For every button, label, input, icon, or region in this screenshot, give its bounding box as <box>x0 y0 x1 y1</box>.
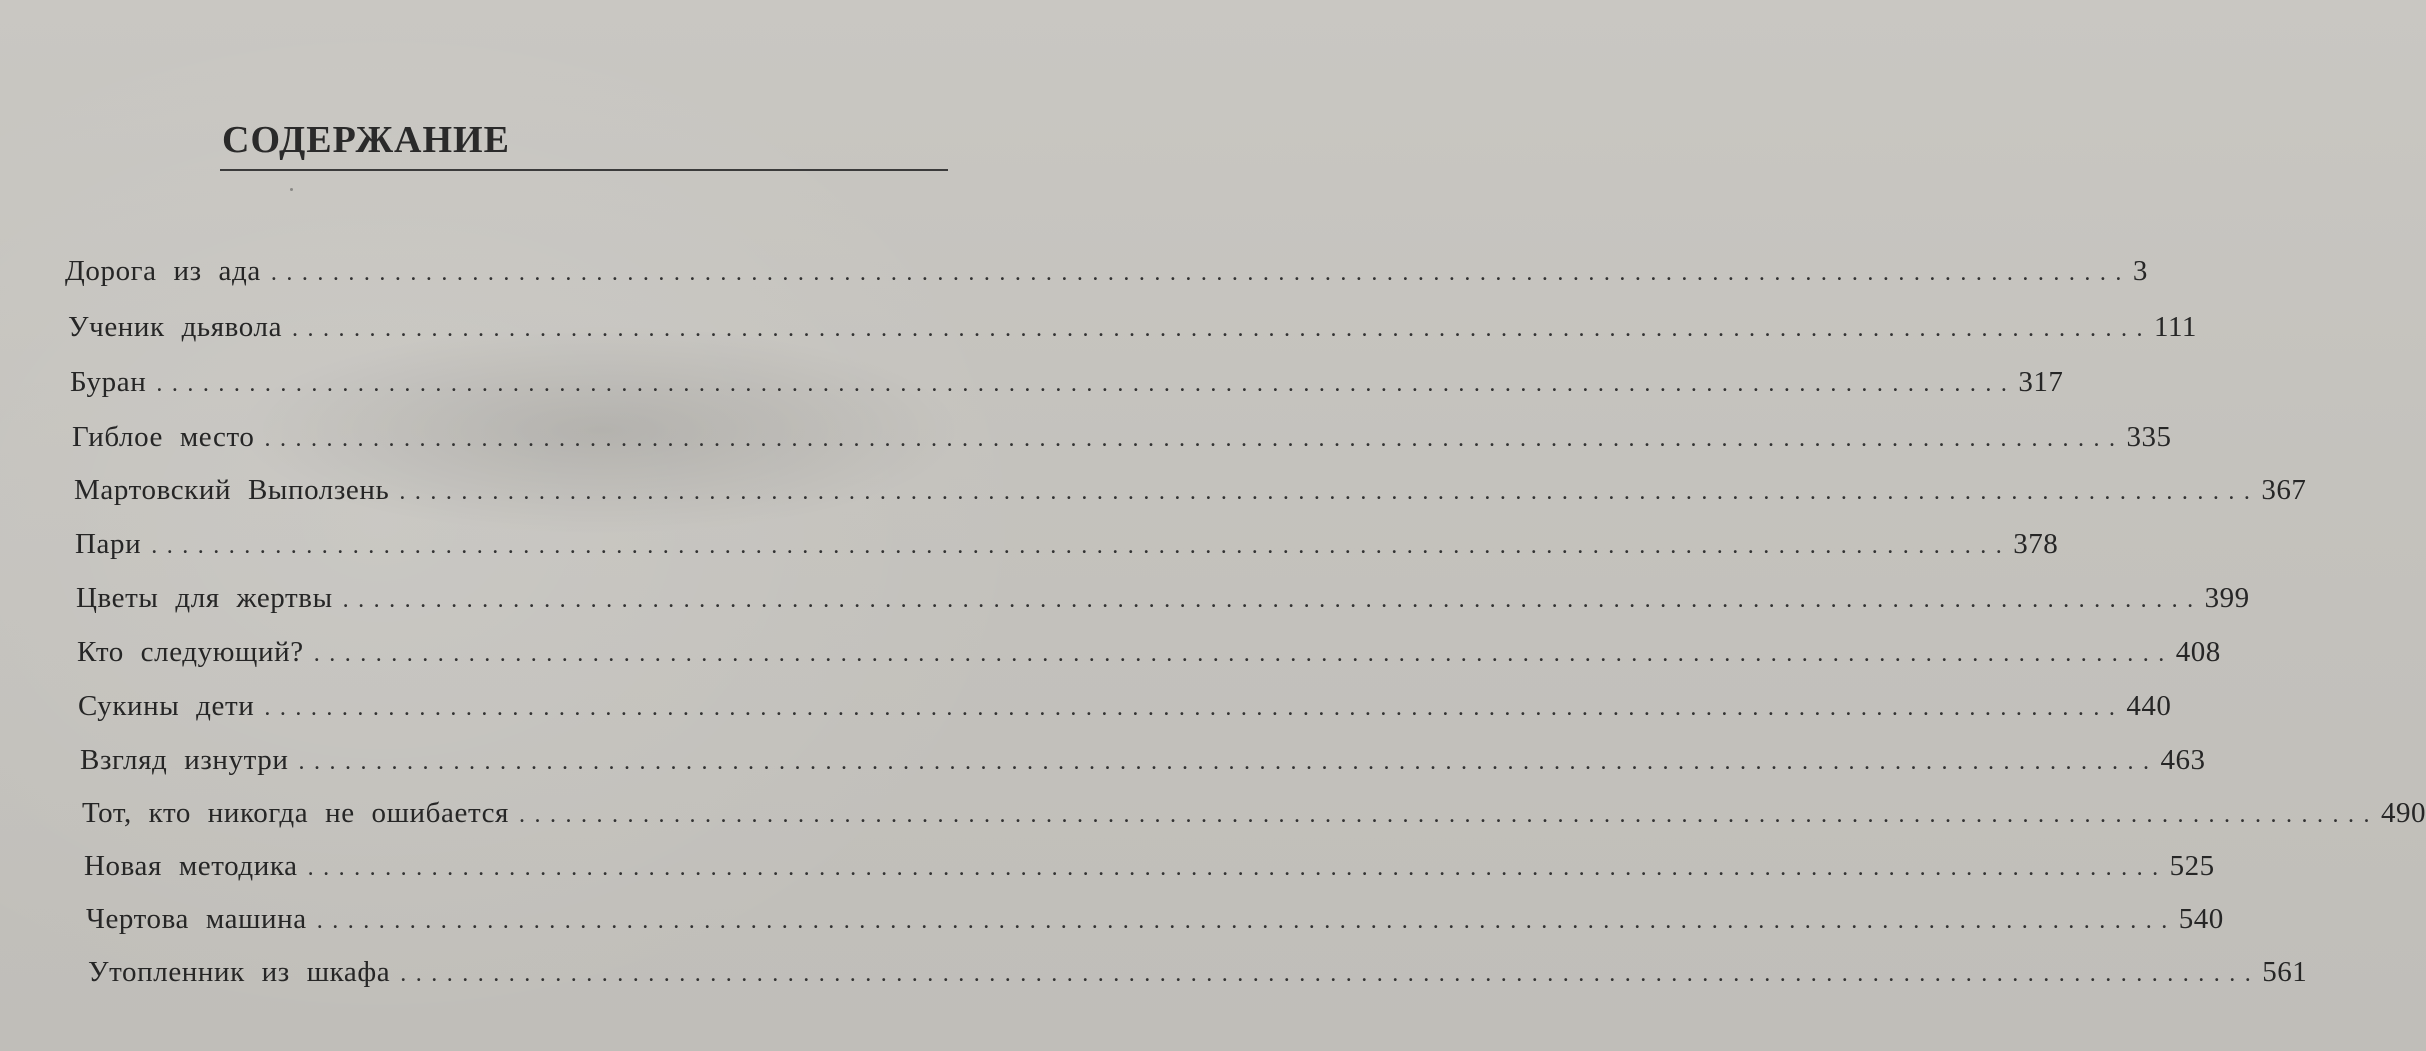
toc-entry-page: 540 <box>2178 903 2224 935</box>
toc-entry-page: 3 <box>2132 255 2148 287</box>
toc-entry <box>80 744 2206 784</box>
toc-entry <box>65 255 2148 295</box>
toc-leader-dots: ........................................................................................................................ <box>270 260 2131 286</box>
toc-entry-page: 335 <box>2126 421 2172 453</box>
toc-entry-page: 463 <box>2160 744 2206 776</box>
toc-entry <box>75 528 2059 568</box>
toc-leader-dots: ........................................................................................................................ <box>313 641 2174 667</box>
toc-leader-dots: ........................................................................................................................ <box>298 749 2159 775</box>
toc-entry <box>86 903 2224 943</box>
toc-entry <box>84 850 2215 890</box>
toc-entry-title: Новая методика <box>84 850 298 882</box>
toc-leader-dots: ........................................................................................................................ <box>307 855 2168 881</box>
toc-entry-page: 367 <box>2261 474 2307 506</box>
toc-entry-title: Утопленник из шкафа <box>88 956 391 988</box>
toc-leader-dots: ........................................................................................................................ <box>519 802 2380 828</box>
toc-entry-title: Пари <box>75 528 142 560</box>
toc-leader-dots: ........................................................................................................................ <box>400 961 2261 987</box>
toc-entry-page: 440 <box>2126 690 2172 722</box>
toc-leader-dots: ........................................................................................................................ <box>342 587 2203 613</box>
toc-entry <box>68 311 2197 351</box>
toc-entry-title: Ученик дьявола <box>68 311 283 343</box>
toc-entry-title: Гиблое место <box>72 421 255 453</box>
toc-entry-title: Дорога из ада <box>65 255 261 287</box>
toc-entry-title: Кто следующий? <box>77 636 304 668</box>
toc-entry-title: Тот, кто никогда не ошибается <box>82 797 510 829</box>
page-title: СОДЕРЖАНИЕ <box>222 119 510 161</box>
toc-entry-page: 490 <box>2381 797 2426 829</box>
toc-leader-dots: ........................................................................................................................ <box>264 426 2125 452</box>
toc-entry-title: Чертова машина <box>86 903 307 935</box>
toc-entry-page: 408 <box>2175 636 2221 668</box>
toc-entry-page: 378 <box>2013 528 2059 560</box>
toc-entry-page: 561 <box>2262 956 2308 988</box>
toc-entry <box>88 956 2308 996</box>
toc-entry <box>78 690 2172 730</box>
toc-entry-title: Цветы для жертвы <box>76 582 333 614</box>
toc-leader-dots: ........................................................................................................................ <box>156 371 2017 397</box>
toc-entry <box>74 474 2307 514</box>
toc-entry <box>70 366 2064 406</box>
toc-entry-page: 111 <box>2154 311 2197 343</box>
toc-entry-title: Взгляд изнутри <box>80 744 289 776</box>
toc-entry-title: Мартовский Выползень <box>74 474 390 506</box>
toc-entry-page: 399 <box>2204 582 2250 614</box>
toc-leader-dots: ........................................................................................................................ <box>316 908 2177 934</box>
toc-entry-page: 525 <box>2169 850 2215 882</box>
toc-leader-dots: ........................................................................................................................ <box>151 533 2012 559</box>
toc-leader-dots: ........................................................................................................................ <box>399 479 2260 505</box>
toc-entry-title: Буран <box>70 366 147 398</box>
toc-entry <box>82 797 2426 837</box>
toc-leader-dots: ........................................................................................................................ <box>292 316 2153 342</box>
toc-entry-page: 317 <box>2018 366 2064 398</box>
toc-leader-dots: ........................................................................................................................ <box>264 695 2125 721</box>
toc-entry <box>77 636 2221 676</box>
toc-entry-title: Сукины дети <box>78 690 255 722</box>
toc-entry <box>72 421 2172 461</box>
toc-entry <box>76 582 2250 622</box>
